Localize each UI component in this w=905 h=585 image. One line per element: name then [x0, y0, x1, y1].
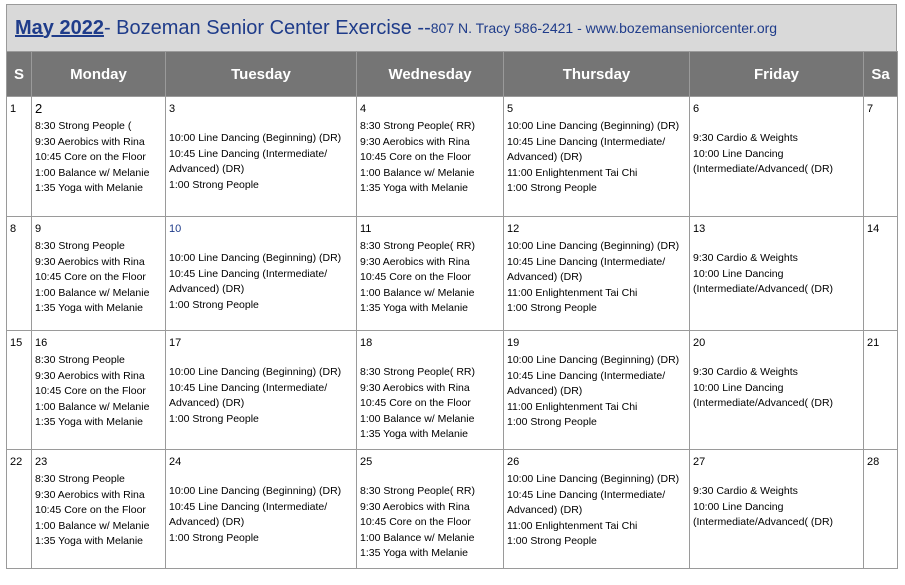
day-header-tuesday: Tuesday	[166, 52, 357, 97]
day-number: 18	[360, 337, 373, 349]
day-cell-friday	[690, 97, 864, 217]
title-main: - Bozeman Senior Center Exercise --	[103, 16, 431, 39]
event-item: 10:00 Line Dancing (Beginning) (DR)	[169, 366, 342, 378]
event-item: 1:00 Balance w/ Melanie	[35, 400, 150, 413]
day-cell-sunday	[7, 217, 32, 331]
week-row-4	[7, 450, 898, 569]
event-item: 10:00 Line Dancing (Intermediate/Advanced( (DR)	[693, 147, 834, 175]
day-header-wednesday: Wednesday	[357, 52, 504, 97]
event-item: 10:45 Line Dancing (Intermediate/ Advanced) (DR)	[169, 267, 328, 295]
day-cell-monday	[32, 450, 166, 569]
event-item: 1:35 Yoga with Melanie	[35, 535, 143, 547]
event-item: 10:45 Core on the Floor	[35, 151, 146, 163]
day-number: 7	[867, 103, 874, 115]
event-item: 9:30 Aerobics with Rina	[360, 381, 470, 394]
day-number: 9	[35, 223, 42, 235]
day-cell-thursday	[504, 450, 690, 569]
day-number: 4	[360, 103, 367, 115]
event-item: 10:45 Core on the Floor	[35, 271, 146, 283]
day-number: 12	[507, 223, 520, 235]
title-month: May 2022	[15, 16, 104, 39]
day-number: 27	[693, 456, 706, 468]
event-item: 1:00 Balance w/ Melanie	[360, 286, 475, 299]
day-number: 16	[35, 337, 48, 349]
day-cell-wednesday	[357, 217, 504, 331]
event-item: 1:00 Strong People	[169, 298, 259, 311]
event-item: 8:30 Strong People (	[35, 120, 132, 132]
day-cell-monday	[32, 97, 166, 217]
event-item: 9:30 Aerobics with Rina	[35, 255, 145, 268]
day-cell-friday	[690, 217, 864, 331]
event-item: 1:35 Yoga with Melanie	[35, 182, 143, 194]
event-item: 8:30 Strong People	[35, 354, 125, 366]
event-item: 1:00 Strong People	[507, 182, 597, 194]
day-cell-wednesday	[357, 450, 504, 569]
day-cell-tuesday	[166, 450, 357, 569]
event-item: 9:30 Aerobics with Rina	[35, 488, 145, 501]
event-item: 10:45 Line Dancing (Intermediate/ Advanced) (DR)	[507, 255, 666, 283]
day-number: 21	[867, 337, 880, 349]
event-item: 9:30 Cardio & Weights	[693, 366, 798, 378]
event-item: 9:30 Cardio & Weights	[693, 132, 798, 144]
event-item: 9:30 Aerobics with Rina	[360, 500, 470, 513]
event-item: 10:45 Line Dancing (Intermediate/ Advanced) (DR)	[507, 369, 666, 397]
day-number: 24	[169, 456, 182, 468]
day-number: 20	[693, 337, 706, 349]
event-item: 10:45 Line Dancing (Intermediate/ Advanced) (DR)	[507, 488, 666, 516]
day-cell-tuesday	[166, 331, 357, 450]
event-item: 8:30 Strong People( RR)	[360, 366, 475, 378]
day-number: 19	[507, 337, 520, 349]
week-row-1	[7, 97, 898, 217]
event-item: 1:35 Yoga with Melanie	[360, 182, 468, 194]
event-item: 11:00 Enlightenment Tai Chi	[507, 286, 638, 299]
day-cell-sunday	[7, 97, 32, 217]
day-number: 1	[10, 103, 17, 115]
day-number: 14	[867, 223, 880, 235]
event-item: 10:45 Line Dancing (Intermediate/ Advanced) (DR)	[507, 135, 666, 163]
day-number: 10	[169, 223, 182, 235]
event-item: 1:35 Yoga with Melanie	[35, 302, 143, 314]
day-number: 8	[10, 223, 17, 235]
day-number: 22	[10, 456, 23, 468]
event-item: 9:30 Aerobics with Rina	[35, 135, 145, 148]
day-number: 15	[10, 337, 23, 349]
day-cell-thursday	[504, 97, 690, 217]
title-contact-info: 807 N. Tracy 586-2421 - www.bozemanseniorcenter.org	[430, 20, 778, 36]
day-number: 11	[360, 223, 372, 235]
event-item: 1:35 Yoga with Melanie	[360, 302, 468, 314]
event-item: 9:30 Aerobics with Rina	[35, 369, 145, 382]
day-cell-monday	[32, 217, 166, 331]
event-item: 1:00 Strong People	[169, 531, 259, 544]
event-item: 1:00 Strong People	[169, 178, 259, 191]
day-cell-friday	[690, 450, 864, 569]
day-cell-saturday	[864, 450, 898, 569]
day-cell-sunday	[7, 331, 32, 450]
event-item: 10:45 Core on the Floor	[35, 385, 146, 397]
event-item: 8:30 Strong People	[35, 240, 125, 252]
event-item: 9:30 Aerobics with Rina	[360, 135, 470, 148]
event-item: 10:00 Line Dancing (Beginning) (DR)	[169, 132, 342, 144]
event-item: 10:45 Line Dancing (Intermediate/ Advanced) (DR)	[169, 147, 328, 175]
event-item: 1:00 Balance w/ Melanie	[35, 519, 150, 532]
event-item: 1:00 Balance w/ Melanie	[360, 166, 475, 179]
event-item: 10:00 Line Dancing (Intermediate/Advanced( (DR)	[693, 500, 834, 528]
day-number: 17	[169, 337, 182, 349]
event-item: 1:00 Strong People	[507, 416, 597, 428]
event-item: 10:45 Core on the Floor	[360, 151, 471, 163]
day-cell-wednesday	[357, 331, 504, 450]
day-cell-tuesday	[166, 97, 357, 217]
event-item: 1:00 Balance w/ Melanie	[35, 166, 150, 179]
day-header-thursday: Thursday	[504, 52, 690, 97]
event-item: 10:00 Line Dancing (Beginning) (DR)	[507, 120, 680, 132]
day-header-saturday: Sa	[864, 52, 898, 97]
day-cell-saturday	[864, 217, 898, 331]
event-item: 9:30 Cardio & Weights	[693, 252, 798, 264]
event-item: 10:00 Line Dancing (Beginning) (DR)	[507, 240, 680, 252]
event-item: 10:00 Line Dancing (Beginning) (DR)	[507, 354, 680, 366]
event-item: 1:35 Yoga with Melanie	[360, 547, 468, 559]
day-cell-saturday	[864, 331, 898, 450]
event-item: 9:30 Cardio & Weights	[693, 485, 798, 497]
event-item: 1:00 Strong People	[507, 535, 597, 547]
event-item: 10:00 Line Dancing (Intermediate/Advanced( (DR)	[693, 381, 834, 409]
day-number: 23	[35, 456, 48, 468]
day-cell-wednesday	[357, 97, 504, 217]
day-cell-sunday	[7, 450, 32, 569]
event-item: 10:45 Core on the Floor	[360, 397, 471, 409]
day-number: 26	[507, 456, 520, 468]
event-item: 1:00 Strong People	[169, 412, 259, 425]
day-number: 25	[360, 456, 373, 468]
day-cell-thursday	[504, 217, 690, 331]
event-item: 10:45 Line Dancing (Intermediate/ Advanced) (DR)	[169, 381, 328, 409]
event-item: 11:00 Enlightenment Tai Chi	[507, 166, 638, 179]
event-item: 8:30 Strong People( RR)	[360, 240, 475, 252]
event-item: 1:00 Strong People	[507, 302, 597, 314]
calendar-table	[6, 51, 898, 569]
day-number: 13	[693, 223, 706, 235]
event-item: 10:45 Line Dancing (Intermediate/ Advanced) (DR)	[169, 500, 328, 528]
day-cell-friday	[690, 331, 864, 450]
day-header-friday: Friday	[690, 52, 864, 97]
event-item: 8:30 Strong People( RR)	[360, 120, 475, 132]
event-item: 1:00 Balance w/ Melanie	[35, 286, 150, 299]
event-item: 9:30 Aerobics with Rina	[360, 255, 470, 268]
day-number: 2	[35, 101, 43, 116]
event-item: 10:00 Line Dancing (Beginning) (DR)	[169, 252, 342, 264]
title-bar	[6, 4, 897, 52]
event-item: 10:00 Line Dancing (Intermediate/Advanced( (DR)	[693, 267, 834, 295]
event-item: 11:00 Enlightenment Tai Chi	[507, 519, 638, 532]
week-row-2	[7, 217, 898, 331]
event-item: 10:45 Core on the Floor	[35, 504, 146, 516]
event-item: 10:00 Line Dancing (Beginning) (DR)	[169, 485, 342, 497]
event-item: 10:00 Line Dancing (Beginning) (DR)	[507, 473, 680, 485]
day-number: 5	[507, 103, 514, 115]
event-item: 10:45 Core on the Floor	[360, 271, 471, 283]
day-header-monday: Monday	[32, 52, 166, 97]
event-item: 8:30 Strong People	[35, 473, 125, 485]
event-item: 1:35 Yoga with Melanie	[360, 428, 468, 440]
day-number: 6	[693, 103, 700, 115]
day-cell-saturday	[864, 97, 898, 217]
day-number: 3	[169, 103, 176, 115]
calendar-sheet	[6, 4, 897, 575]
event-item: 1:00 Balance w/ Melanie	[360, 531, 475, 544]
event-item: 8:30 Strong People( RR)	[360, 485, 475, 497]
day-cell-thursday	[504, 331, 690, 450]
event-item: 11:00 Enlightenment Tai Chi	[507, 400, 638, 413]
day-header-sunday: S	[7, 52, 32, 97]
event-item: 1:00 Balance w/ Melanie	[360, 412, 475, 425]
day-cell-tuesday	[166, 217, 357, 331]
week-row-3	[7, 331, 898, 450]
day-number: 28	[867, 456, 880, 468]
day-cell-monday	[32, 331, 166, 450]
event-item: 10:45 Core on the Floor	[360, 516, 471, 528]
day-header-row	[7, 52, 898, 97]
event-item: 1:35 Yoga with Melanie	[35, 416, 143, 428]
